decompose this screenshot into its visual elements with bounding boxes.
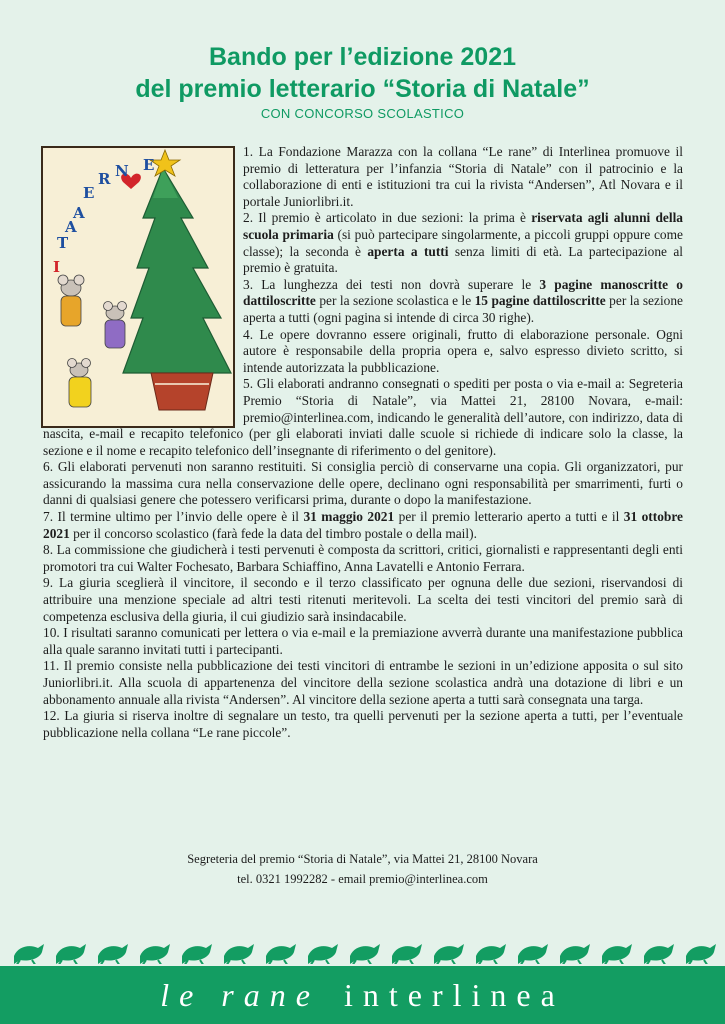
series-name: le rane [160, 977, 320, 1013]
frog-icon [686, 944, 716, 964]
letter-decoration: R [98, 170, 111, 188]
text-run: 11. Il premio consiste nella pubblicazione dei testi vincitori di entrambe le sezioni in un’edizione apposita o sul sito Juniorlibri.it. Alla scuola di appartenenza del vincitore della sezione scolastica andrà una dotazione di libri e un abbonamento annuale alla rivista “Andersen”. Al vincitore della sezione aperta a tutti sarà consegnata una targa. [43, 658, 683, 707]
text-run: 1. La Fondazione Marazza con la collana “Le rane” di Interlinea promuove il premio di letteratura per l’infanzia “Storia di Natale” con il patrocinio e la collaborazione di enti e istituzioni tra cui la rivista “Andersen”, Atl Novara e il portale Juniorlibri.it. [243, 144, 683, 209]
text-run: 5. Gli elaborati andranno consegnati o spediti per posta o via e-mail a: Segreteria Premio “Storia di Natale”, via Mattei 21, 28100 Novara, e-mail: premio@interlinea.com, indicando le generalità dell’autore, con indirizzo, data di nascita, e-mail e recapito telefonico (per gli elaborati inviati dalle scuole si richiede di indicare solo la classe, la sezione e il nome e recapito telefonico dell’insegnante di riferimento o del genitore). [43, 376, 683, 458]
text-run: 2. Il premio è articolato in due sezioni: la prima è [243, 210, 532, 226]
publisher-name: interlinea [343, 977, 565, 1013]
article-11 [43, 658, 683, 708]
frog-icon [434, 944, 464, 964]
rules-text [43, 144, 683, 741]
frog-icon [644, 944, 674, 964]
text-run: 9. La giuria sceglierà il vincitore, il secondo e il terzo classificato per ognuna delle due sezioni, riservandosi di attribuire una menzione speciale ad altri testi ritenuti meritevoli. La scelta dei testi vincitori del premio sarà di competenza esclusiva della giuria, il cui giudizio sarà insindacabile. [43, 575, 683, 624]
article-9 [43, 575, 683, 625]
text-run: 10. I risultati saranno comunicati per lettera o via e-mail e la premiazione avverrà durante una manifestazione pubblica alla quale saranno invitati tutti i partecipanti. [43, 625, 683, 657]
text-run: 12. La giuria si riserva inoltre di segnalare un testo, tra quelli pervenuti per la sezione aperta a tutti, per l’eventuale pubblicazione nella collana “Le rane piccole”. [43, 708, 683, 740]
article-7 [43, 509, 683, 542]
letter-decoration: A [65, 218, 77, 236]
text-run: (si può partecipare singolarmente, a piccoli gruppi oppure come classe); la seconda è [243, 226, 683, 259]
letter-decoration: N [115, 162, 129, 180]
frog-icon [560, 944, 590, 964]
frog-icon [476, 944, 506, 964]
letter-decoration: A [73, 204, 85, 222]
bold-text: 31 maggio 2021 [303, 509, 395, 525]
text-run: per la sezione scolastica e le [315, 293, 475, 309]
bold-text: 3 pagine manoscritte o dattiloscritte [243, 276, 683, 309]
frog-icon [56, 944, 86, 964]
text-run: senza limiti di età. La partecipazione al premio è gratuita. [243, 243, 683, 276]
text-run: 6. Gli elaborati pervenuti non saranno restituiti. Si consiglia perciò di conservarne una copia. Gli organizzatori, pur assicurando la massima cura nella conservazione delle opere, declinano ogni responsabilità per smarrimenti, furti o danni di qualsiasi genere che potessero verificarsi prima, durante o dopo la manifestazione. [43, 459, 683, 508]
contact-phone-email: tel. 0321 1992282 - email premio@interlinea.com [237, 872, 488, 886]
letter-decoration: T [57, 234, 69, 252]
article-8 [43, 542, 683, 575]
frog-icon [308, 944, 338, 964]
bold-text: riservata agli alunni della scuola primaria [243, 210, 683, 242]
brand-band [0, 966, 725, 1024]
letter-decoration: E [83, 184, 95, 202]
text-run: per la sezione aperta a tutti (ogni pagina si intende di circa 30 righe). [243, 293, 683, 325]
bold-text: 31 ottobre 2021 [43, 509, 683, 541]
frog-icon [392, 944, 422, 964]
title-line-1: Bando per l’edizione 2021 [208, 43, 517, 71]
article-12 [43, 708, 683, 741]
contact-address: Segreteria del premio “Storia di Natale”, via Mattei 21, 28100 Novara [187, 852, 538, 866]
frog-icon [602, 944, 632, 964]
bold-text: aperta a tutti [367, 243, 449, 259]
subtitle: CON CONCORSO SCOLASTICO [260, 106, 465, 121]
frog-icon [518, 944, 548, 964]
frog-icon [14, 944, 44, 964]
frog-icon [266, 944, 296, 964]
letter-decoration: E [143, 156, 155, 174]
text-run: per il premio letterario aperto a tutti e il [394, 509, 624, 525]
frog-icon [98, 944, 128, 964]
text-run: per il concorso scolastico (farà fede la data del timbro postale o della mail). [69, 525, 477, 541]
frog-icon [224, 944, 254, 964]
text-run: 3. La lunghezza dei testi non dovrà superare le [243, 276, 540, 292]
frog-border [0, 934, 725, 964]
article-10 [43, 625, 683, 658]
text-run: 8. La commissione che giudicherà i testi pervenuti è composta da scrittori, critici, giornalisti e rappresentanti degli enti promotori tra cui Walter Fochesato, Barbara Schiaffino, Anna Lavatelli e Antonio Ferrara. [43, 542, 683, 574]
article-6 [43, 459, 683, 509]
frog-icon [140, 944, 170, 964]
contact-note [0, 849, 725, 889]
bold-text: 15 pagine dattiloscritte [474, 293, 606, 309]
frog-icon [182, 944, 212, 964]
illustration-spacer [43, 144, 243, 416]
text-run: 4. Le opere dovranno essere originali, frutto di elaborazione personale. Ogni autore è responsabile della propria opera e, salvo espresso divieto scritto, si intende autorizzata la pubblicazione. [243, 326, 683, 375]
title-line-2: del premio letterario “Storia di Natale” [135, 75, 590, 103]
letter-decoration: I [53, 258, 61, 276]
frog-icon [350, 944, 380, 964]
text-run: 7. Il termine ultimo per l’invio delle opere è il [43, 509, 304, 525]
